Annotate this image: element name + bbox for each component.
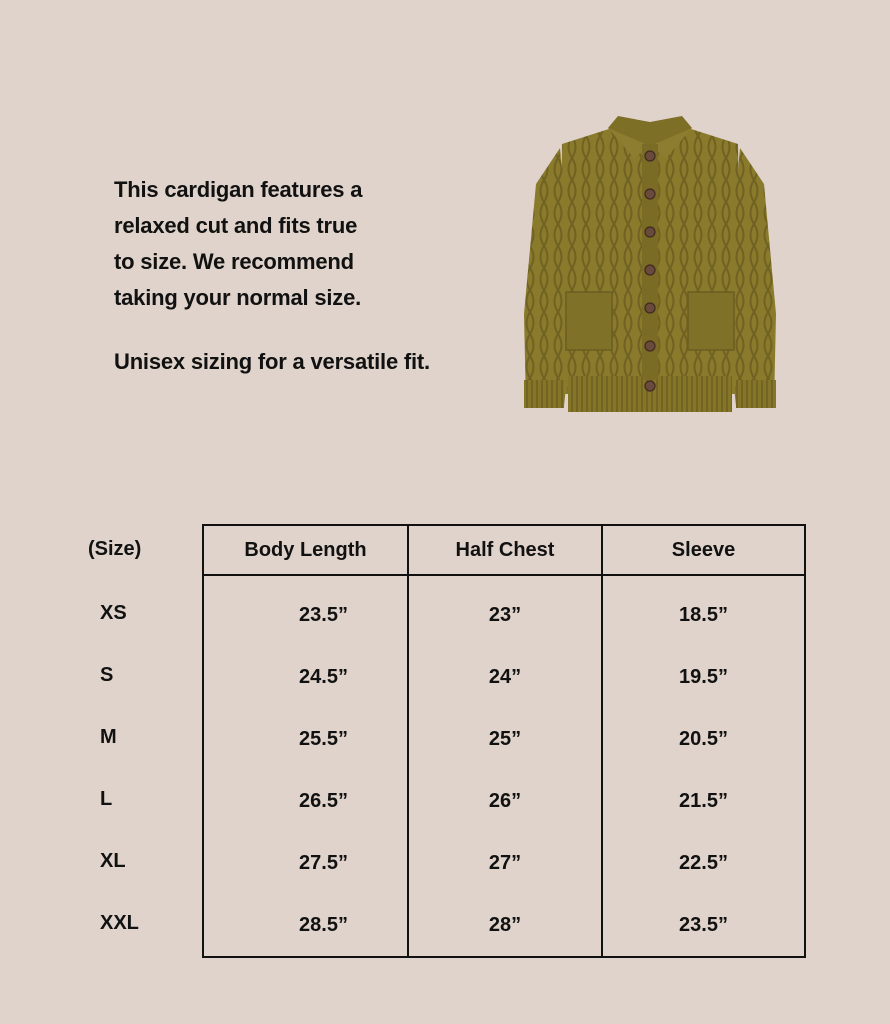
cell-body-length: 28.5” bbox=[299, 914, 348, 936]
header-body-length: Body Length bbox=[244, 539, 367, 561]
cell-sleeve: 19.5” bbox=[679, 666, 728, 688]
cell-half-chest: 27” bbox=[488, 852, 522, 874]
cell-body-length: 27.5” bbox=[299, 852, 348, 874]
intro-paragraph-unisex: Unisex sizing for a versatile fit. bbox=[114, 349, 430, 374]
cell-sleeve: 21.5” bbox=[679, 790, 728, 812]
cell-body-length: 26.5” bbox=[299, 790, 348, 812]
row-size-m: M bbox=[100, 726, 117, 748]
row-size-xs: XS bbox=[100, 602, 127, 624]
cell-half-chest: 26” bbox=[488, 790, 522, 812]
cell-half-chest: 28” bbox=[488, 914, 522, 936]
cell-half-chest: 23” bbox=[488, 604, 522, 626]
cell-sleeve: 22.5” bbox=[679, 852, 728, 874]
cardigan-image bbox=[516, 114, 784, 416]
cell-sleeve: 18.5” bbox=[679, 604, 728, 626]
row-size-xl: XL bbox=[100, 850, 126, 872]
cell-body-length: 24.5” bbox=[299, 666, 348, 688]
row-size-xxl: XXL bbox=[100, 912, 139, 934]
intro-paragraph-fit: This cardigan features a relaxed cut and fits true to size. We recommend taking your normal size. bbox=[114, 177, 363, 310]
cell-body-length: 25.5” bbox=[299, 728, 348, 750]
cell-sleeve: 23.5” bbox=[679, 914, 728, 936]
header-sleeve: Sleeve bbox=[671, 539, 736, 561]
cell-body-length: 23.5” bbox=[299, 604, 348, 626]
cell-sleeve: 20.5” bbox=[679, 728, 728, 750]
header-half-chest: Half Chest bbox=[455, 539, 555, 561]
cell-half-chest: 24” bbox=[488, 666, 522, 688]
table-header-divider bbox=[204, 574, 804, 576]
row-size-l: L bbox=[100, 788, 113, 810]
row-size-s: S bbox=[100, 664, 114, 686]
size-chart-table bbox=[202, 524, 806, 958]
cell-half-chest: 25” bbox=[488, 728, 522, 750]
intro-text bbox=[114, 172, 494, 380]
size-column-label: (Size) bbox=[88, 538, 142, 560]
